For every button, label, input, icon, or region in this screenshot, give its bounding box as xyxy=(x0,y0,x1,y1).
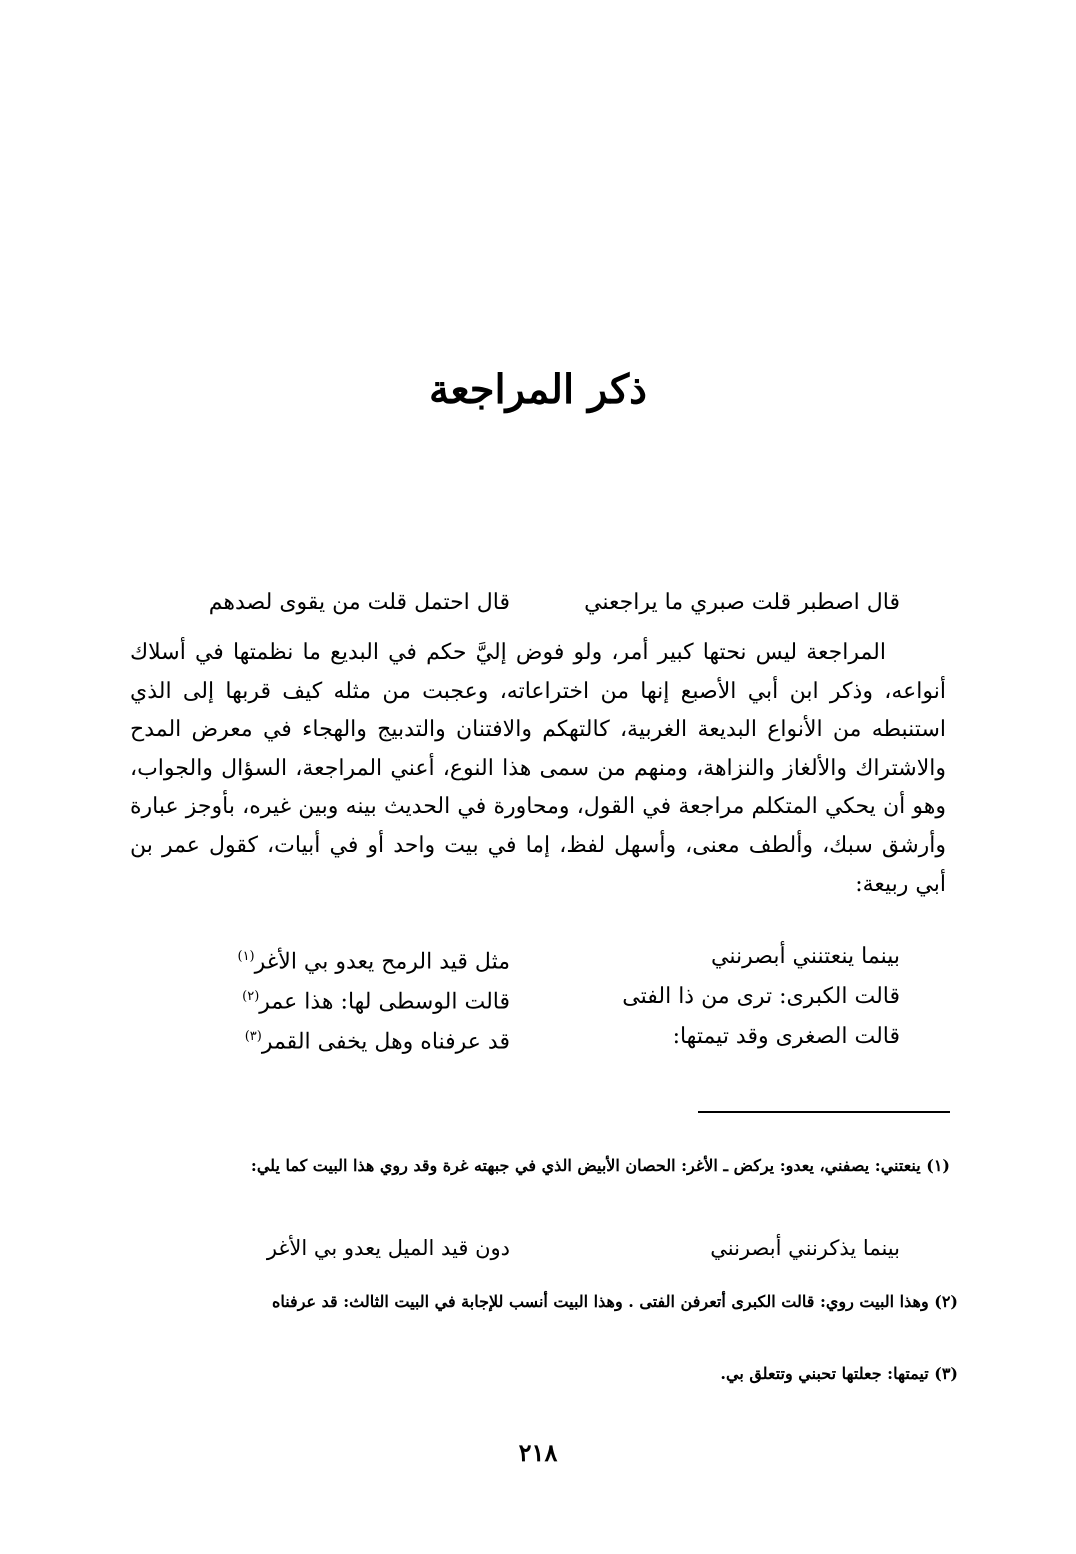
main-paragraph xyxy=(130,634,946,904)
poem-line-3-second-text: قد عرفناه وهل يخفى القمر xyxy=(261,1029,510,1055)
footnote-1-verse xyxy=(180,1233,900,1263)
footnote-verse-first-hemistich: بينما يذكرنني أبصرنني xyxy=(710,1236,900,1260)
footnote-1: (١) ينعتني: يصفني، يعدو: يركض ـ الأغر: الحصان الأبيض الذي في جبهته غرة وقد روي هذا البيت كما يلي: xyxy=(250,1156,950,1175)
intro-verse xyxy=(180,588,900,618)
poem-line-1-first-hemistich: بينما ينعتنني أبصرنني xyxy=(711,944,900,969)
poem-line-2-second-hemistich xyxy=(242,982,510,1017)
paragraph-text: المراجعة ليس نحتها كبير أمر، ولو فوض إليَّ حكم في البديع ما نظمتها في أسلاك أنواعه، وذكر ابن أبي الأصبع إنها من اختراعاته، وعجبت من مثله كيف قربها إلى الذي استنبطه من الأنواع البديعة الغربية، كالتهكم والافتنان والتدبيج والهجاء في معرض المدح والاشتراك والألغاز والنزاهة، ومنهم من سمى هذا النوع، أعني المراجعة، السؤال والجواب، وهو أن يحكي المتكلم مراجعة في القول، ومحاورة في الحديث بينه وبين غيره، بأوجز عبارة وأرشق سبك، وألطف معنى، وأسهل لفظ، إما في بيت واحد أو في أبيات، كقول عمر بن أبي ربيعة: xyxy=(130,640,946,897)
footnote-divider xyxy=(698,1111,950,1113)
poem-line-2-second-text: قالت الوسطى لها: هذا عمر xyxy=(259,989,510,1015)
poem-line-1 xyxy=(180,942,900,975)
footnote-ref-1: (١) xyxy=(237,949,255,964)
poem-line-3-first-hemistich: قالت الصغرى وقد تيمتها: xyxy=(672,1024,900,1049)
footnote-3: (٣) تيمتها: جعلتها تحبني وتتعلق بي. xyxy=(720,1364,958,1383)
chapter-title: ذكر المراجعة xyxy=(429,366,647,413)
intro-verse-second-hemistich: قال احتمل قلت من يقوى لصدهم xyxy=(208,590,510,615)
poem-line-2 xyxy=(180,982,900,1015)
poem-line-3 xyxy=(180,1022,900,1055)
poem-line-1-second-text: مثل قيد الرمح يعدو بي الأغر xyxy=(254,949,510,975)
footnote-verse-second-hemistich: دون قيد الميل يعدو بي الأغر xyxy=(266,1236,510,1260)
footnote-ref-3: (٣) xyxy=(244,1029,262,1044)
page-number: ٢١٨ xyxy=(518,1438,558,1467)
poem-line-3-second-hemistich xyxy=(245,1022,510,1057)
intro-verse-first-hemistich: قال اصطبر قلت صبري ما يراجعني xyxy=(584,590,900,615)
footnote-ref-2: (٢) xyxy=(242,989,260,1004)
poem-line-1-second-hemistich xyxy=(237,942,510,977)
footnote-2: (٢) وهذا البيت روي: قالت الكبرى أتعرفن الفتى . وهذا البيت أنسب للإجابة في البيت الثالث: قد عرفناه xyxy=(271,1292,958,1311)
poem-line-2-first-hemistich: قالت الكبرى: ترى من ذا الفتى xyxy=(622,984,900,1009)
